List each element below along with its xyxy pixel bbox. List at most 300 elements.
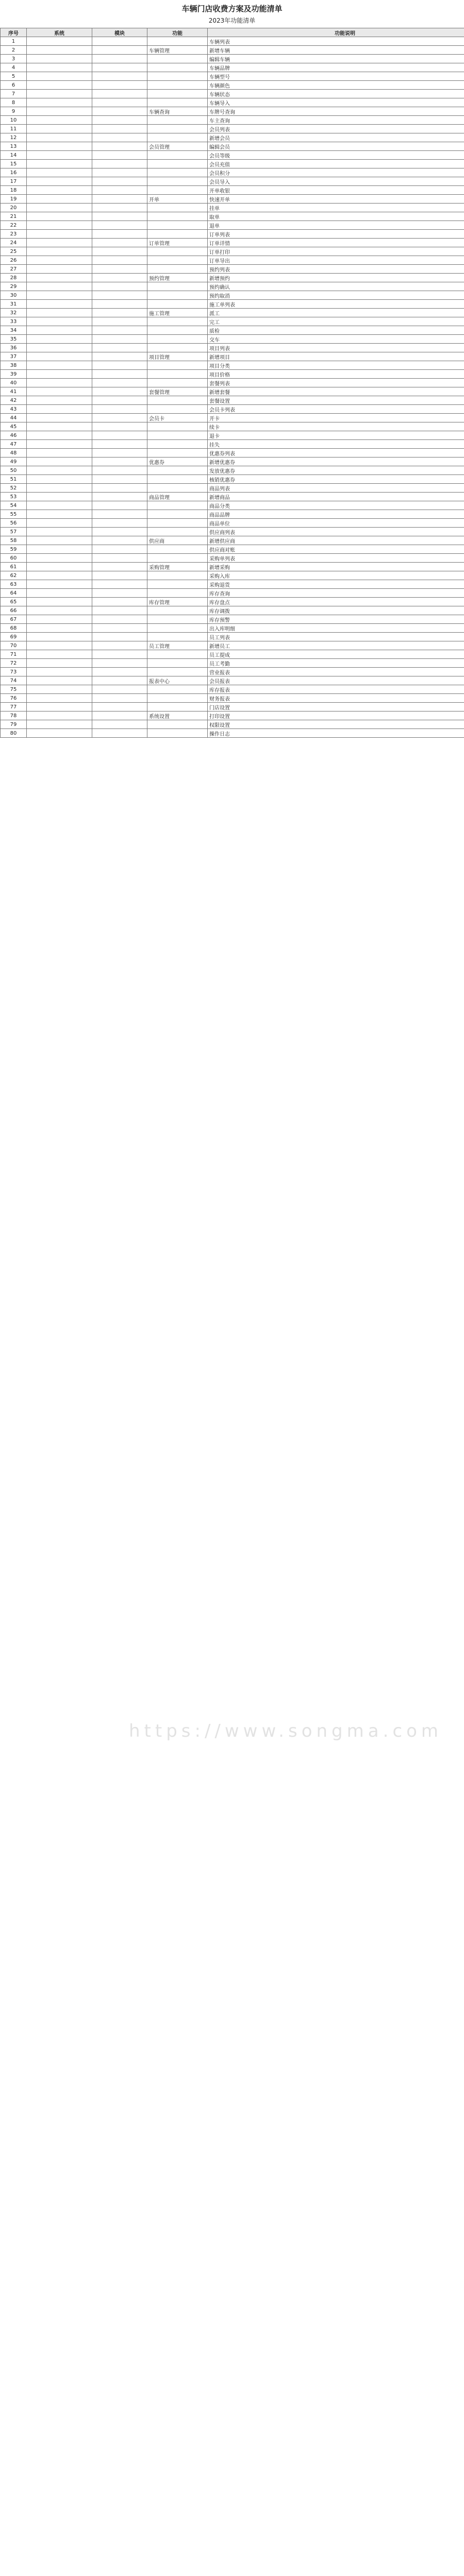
cell-function: 会员管理 (147, 142, 208, 151)
cell-module (92, 659, 147, 668)
cell-index: 74 (1, 676, 27, 685)
table-row (1, 55, 464, 63)
table-row (1, 168, 464, 177)
cell-module (92, 405, 147, 414)
cell-description: 供应商对账 (208, 545, 464, 554)
cell-system (27, 615, 92, 624)
cell-description: 商品品牌 (208, 510, 464, 519)
cell-index: 17 (1, 177, 27, 186)
cell-function: 车辆管理 (147, 46, 208, 55)
cell-module (92, 606, 147, 615)
cell-system (27, 633, 92, 641)
cell-module (92, 475, 147, 484)
cell-system (27, 344, 92, 352)
table-row (1, 90, 464, 98)
cell-index: 3 (1, 55, 27, 63)
cell-module (92, 422, 147, 431)
cell-function: 预约管理 (147, 274, 208, 282)
cell-index: 11 (1, 125, 27, 133)
cell-system (27, 589, 92, 598)
cell-description: 优惠券列表 (208, 449, 464, 457)
cell-index: 13 (1, 142, 27, 151)
cell-module (92, 449, 147, 457)
cell-module (92, 221, 147, 230)
table-row (1, 633, 464, 641)
table-row (1, 309, 464, 317)
cell-system (27, 300, 92, 309)
cell-system (27, 659, 92, 668)
cell-description: 门店设置 (208, 703, 464, 711)
table-row (1, 606, 464, 615)
cell-system (27, 256, 92, 265)
cell-function (147, 501, 208, 510)
cell-system (27, 204, 92, 212)
cell-module (92, 133, 147, 142)
table-row (1, 186, 464, 195)
cell-description: 施工单列表 (208, 300, 464, 309)
cell-index: 18 (1, 186, 27, 195)
cell-function (147, 615, 208, 624)
cell-system (27, 239, 92, 247)
cell-index: 30 (1, 291, 27, 300)
cell-index: 31 (1, 300, 27, 309)
cell-module (92, 125, 147, 133)
cell-function (147, 466, 208, 475)
table-row (1, 449, 464, 457)
table-row (1, 659, 464, 668)
cell-description: 退卡 (208, 431, 464, 440)
cell-description: 挂失 (208, 440, 464, 449)
cell-index: 57 (1, 528, 27, 536)
table-row (1, 361, 464, 370)
cell-system (27, 81, 92, 90)
table-row (1, 694, 464, 703)
cell-module (92, 72, 147, 81)
cell-module (92, 501, 147, 510)
cell-description: 预约确认 (208, 282, 464, 291)
cell-index: 54 (1, 501, 27, 510)
cell-function (147, 571, 208, 580)
table-row (1, 239, 464, 247)
table-row (1, 72, 464, 81)
cell-system (27, 125, 92, 133)
cell-module (92, 615, 147, 624)
cell-system (27, 282, 92, 291)
cell-index: 66 (1, 606, 27, 615)
cell-system (27, 352, 92, 361)
table-row (1, 554, 464, 563)
cell-index: 79 (1, 720, 27, 729)
cell-index: 41 (1, 387, 27, 396)
cell-function (147, 212, 208, 221)
cell-module (92, 90, 147, 98)
cell-function (147, 151, 208, 160)
cell-system (27, 396, 92, 405)
cell-function (147, 633, 208, 641)
table-row (1, 335, 464, 344)
table-row (1, 352, 464, 361)
cell-module (92, 493, 147, 501)
cell-index: 6 (1, 81, 27, 90)
cell-description: 车辆列表 (208, 37, 464, 46)
cell-module (92, 431, 147, 440)
cell-module (92, 81, 147, 90)
cell-system (27, 729, 92, 738)
cell-index: 26 (1, 256, 27, 265)
cell-index: 1 (1, 37, 27, 46)
cell-index: 34 (1, 326, 27, 335)
cell-system (27, 274, 92, 282)
cell-module (92, 274, 147, 282)
cell-description: 订单导出 (208, 256, 464, 265)
table-row (1, 212, 464, 221)
cell-description: 库存调拨 (208, 606, 464, 615)
table-row (1, 265, 464, 274)
table-row (1, 571, 464, 580)
cell-module (92, 55, 147, 63)
table-row (1, 326, 464, 335)
table-body (1, 37, 464, 738)
cell-function: 套餐管理 (147, 387, 208, 396)
table-row (1, 624, 464, 633)
table-row (1, 151, 464, 160)
cell-index: 38 (1, 361, 27, 370)
cell-system (27, 668, 92, 676)
cell-function (147, 729, 208, 738)
table-header-row (1, 28, 464, 37)
cell-system (27, 107, 92, 116)
cell-description: 新增采购 (208, 563, 464, 571)
cell-system (27, 720, 92, 729)
table-row (1, 247, 464, 256)
table-row (1, 133, 464, 142)
cell-module (92, 239, 147, 247)
table-row (1, 37, 464, 46)
cell-function (147, 475, 208, 484)
cell-function (147, 659, 208, 668)
cell-index: 40 (1, 379, 27, 387)
table-row (1, 703, 464, 711)
cell-system (27, 98, 92, 107)
table-row (1, 274, 464, 282)
cell-index: 67 (1, 615, 27, 624)
cell-function (147, 63, 208, 72)
cell-function (147, 300, 208, 309)
cell-module (92, 352, 147, 361)
cell-description: 开单收银 (208, 186, 464, 195)
cell-system (27, 361, 92, 370)
cell-index: 15 (1, 160, 27, 168)
cell-function (147, 396, 208, 405)
cell-function: 订单管理 (147, 239, 208, 247)
table-row (1, 510, 464, 519)
cell-index: 44 (1, 414, 27, 422)
cell-index: 35 (1, 335, 27, 344)
cell-module (92, 396, 147, 405)
cell-index: 59 (1, 545, 27, 554)
cell-module (92, 247, 147, 256)
cell-system (27, 685, 92, 694)
table-row (1, 300, 464, 309)
cell-system (27, 46, 92, 55)
cell-function (147, 90, 208, 98)
cell-description: 会员导入 (208, 177, 464, 186)
cell-function: 库存管理 (147, 598, 208, 606)
table-row (1, 125, 464, 133)
cell-description: 完工 (208, 317, 464, 326)
cell-function (147, 125, 208, 133)
cell-description: 退单 (208, 221, 464, 230)
cell-system (27, 545, 92, 554)
table-row (1, 160, 464, 168)
cell-module (92, 457, 147, 466)
table-row (1, 63, 464, 72)
cell-system (27, 711, 92, 720)
cell-function (147, 282, 208, 291)
cell-index: 49 (1, 457, 27, 466)
cell-index: 80 (1, 729, 27, 738)
cell-index: 62 (1, 571, 27, 580)
cell-description: 编辑会员 (208, 142, 464, 151)
cell-module (92, 379, 147, 387)
cell-module (92, 510, 147, 519)
table-row (1, 493, 464, 501)
cell-system (27, 370, 92, 379)
cell-module (92, 703, 147, 711)
cell-module (92, 361, 147, 370)
cell-function: 车辆查询 (147, 107, 208, 116)
cell-description: 项目列表 (208, 344, 464, 352)
cell-function (147, 379, 208, 387)
cell-function (147, 484, 208, 493)
cell-function (147, 247, 208, 256)
table-row (1, 431, 464, 440)
cell-index: 8 (1, 98, 27, 107)
cell-module (92, 186, 147, 195)
cell-module (92, 160, 147, 168)
cell-index: 24 (1, 239, 27, 247)
cell-system (27, 195, 92, 204)
cell-description: 快速开单 (208, 195, 464, 204)
watermark: https://www.songma.com (129, 1721, 443, 1741)
cell-module (92, 204, 147, 212)
cell-description: 财务报表 (208, 694, 464, 703)
cell-index: 65 (1, 598, 27, 606)
cell-system (27, 335, 92, 344)
cell-system (27, 116, 92, 125)
table-row (1, 177, 464, 186)
cell-description: 商品列表 (208, 484, 464, 493)
cell-system (27, 221, 92, 230)
cell-system (27, 624, 92, 633)
cell-description: 采购入库 (208, 571, 464, 580)
table-row (1, 457, 464, 466)
cell-description: 员工列表 (208, 633, 464, 641)
cell-function: 供应商 (147, 536, 208, 545)
header-index: 序号 (1, 28, 27, 37)
cell-description: 新增员工 (208, 641, 464, 650)
cell-description: 套餐设置 (208, 396, 464, 405)
table-row (1, 528, 464, 536)
cell-description: 新增优惠券 (208, 457, 464, 466)
cell-description: 开卡 (208, 414, 464, 422)
cell-description: 供应商列表 (208, 528, 464, 536)
cell-system (27, 309, 92, 317)
table-row (1, 676, 464, 685)
cell-system (27, 247, 92, 256)
cell-description: 员工提成 (208, 650, 464, 659)
cell-index: 4 (1, 63, 27, 72)
cell-module (92, 536, 147, 545)
table-row (1, 720, 464, 729)
cell-description: 车主查询 (208, 116, 464, 125)
cell-module (92, 711, 147, 720)
cell-system (27, 528, 92, 536)
cell-system (27, 484, 92, 493)
cell-index: 47 (1, 440, 27, 449)
cell-description: 订单打印 (208, 247, 464, 256)
table-row (1, 484, 464, 493)
cell-function (147, 422, 208, 431)
cell-function: 员工管理 (147, 641, 208, 650)
cell-system (27, 641, 92, 650)
cell-description: 订单详情 (208, 239, 464, 247)
cell-function (147, 317, 208, 326)
cell-function (147, 694, 208, 703)
cell-system (27, 501, 92, 510)
cell-system (27, 457, 92, 466)
spec-sheet (0, 0, 464, 738)
cell-function (147, 431, 208, 440)
cell-module (92, 195, 147, 204)
cell-system (27, 580, 92, 589)
cell-index: 12 (1, 133, 27, 142)
cell-function (147, 55, 208, 63)
cell-index: 7 (1, 90, 27, 98)
cell-description: 会员积分 (208, 168, 464, 177)
table-row (1, 81, 464, 90)
cell-function (147, 326, 208, 335)
cell-function (147, 221, 208, 230)
cell-system (27, 650, 92, 659)
cell-index: 21 (1, 212, 27, 221)
cell-system (27, 519, 92, 528)
table-row (1, 282, 464, 291)
cell-index: 63 (1, 580, 27, 589)
cell-description: 商品分类 (208, 501, 464, 510)
cell-index: 76 (1, 694, 27, 703)
cell-system (27, 493, 92, 501)
cell-module (92, 46, 147, 55)
cell-system (27, 414, 92, 422)
cell-description: 营业报表 (208, 668, 464, 676)
cell-module (92, 151, 147, 160)
cell-index: 29 (1, 282, 27, 291)
cell-system (27, 186, 92, 195)
cell-index: 46 (1, 431, 27, 440)
cell-description: 新增预约 (208, 274, 464, 282)
table-row (1, 317, 464, 326)
cell-description: 车辆导入 (208, 98, 464, 107)
table-row (1, 256, 464, 265)
cell-description: 权限设置 (208, 720, 464, 729)
cell-module (92, 685, 147, 694)
cell-system (27, 317, 92, 326)
cell-function (147, 554, 208, 563)
cell-function (147, 510, 208, 519)
cell-function (147, 580, 208, 589)
cell-description: 订单列表 (208, 230, 464, 239)
cell-description: 交车 (208, 335, 464, 344)
cell-description: 会员报表 (208, 676, 464, 685)
cell-index: 22 (1, 221, 27, 230)
cell-module (92, 528, 147, 536)
cell-module (92, 676, 147, 685)
cell-system (27, 55, 92, 63)
cell-module (92, 212, 147, 221)
cell-function: 系统设置 (147, 711, 208, 720)
table-row (1, 46, 464, 55)
cell-module (92, 519, 147, 528)
cell-function (147, 256, 208, 265)
cell-description: 车辆型号 (208, 72, 464, 81)
cell-system (27, 510, 92, 519)
cell-function: 开单 (147, 195, 208, 204)
cell-module (92, 624, 147, 633)
cell-index: 42 (1, 396, 27, 405)
table-row (1, 598, 464, 606)
cell-index: 51 (1, 475, 27, 484)
document-subtitle: 2023年功能清单 (208, 17, 256, 24)
cell-module (92, 142, 147, 151)
cell-index: 55 (1, 510, 27, 519)
cell-module (92, 37, 147, 46)
cell-index: 68 (1, 624, 27, 633)
cell-description: 库存查询 (208, 589, 464, 598)
cell-system (27, 177, 92, 186)
cell-index: 56 (1, 519, 27, 528)
table-row (1, 685, 464, 694)
header-system: 系统 (27, 28, 92, 37)
cell-system (27, 536, 92, 545)
cell-function: 施工管理 (147, 309, 208, 317)
cell-index: 33 (1, 317, 27, 326)
cell-system (27, 326, 92, 335)
cell-function (147, 81, 208, 90)
table-row (1, 98, 464, 107)
cell-function (147, 116, 208, 125)
cell-module (92, 107, 147, 116)
table-row (1, 230, 464, 239)
table-row (1, 344, 464, 352)
table-row (1, 615, 464, 624)
cell-description: 续卡 (208, 422, 464, 431)
table-row (1, 668, 464, 676)
table-row (1, 711, 464, 720)
table-row (1, 116, 464, 125)
cell-index: 69 (1, 633, 27, 641)
cell-function (147, 624, 208, 633)
cell-description: 车辆颜色 (208, 81, 464, 90)
cell-function (147, 160, 208, 168)
cell-description: 预约取消 (208, 291, 464, 300)
cell-description: 新增车辆 (208, 46, 464, 55)
cell-index: 45 (1, 422, 27, 431)
table-row (1, 195, 464, 204)
cell-description: 预约列表 (208, 265, 464, 274)
cell-description: 车牌号查询 (208, 107, 464, 116)
cell-function (147, 344, 208, 352)
